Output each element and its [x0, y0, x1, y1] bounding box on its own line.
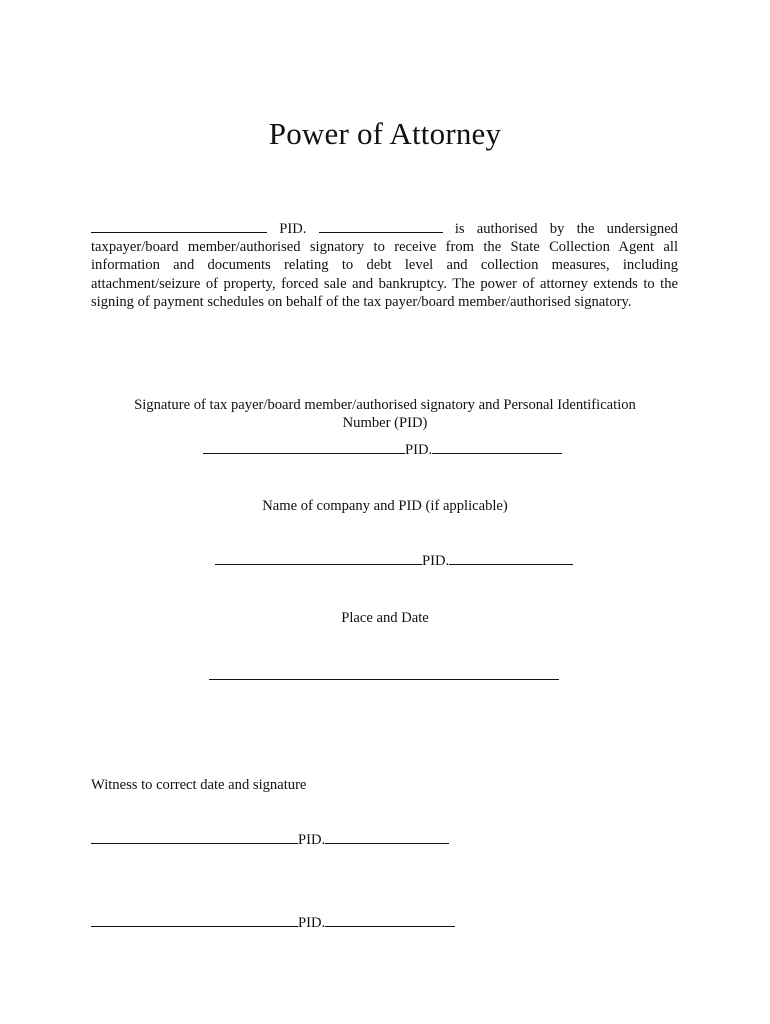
intro-pid-label: PID. — [279, 221, 307, 237]
company-label: Name of company and PID (if applicable) — [262, 498, 508, 514]
taxpayer-signature-label: Signature of tax payer/board member/authorised signatory and Personal Identification Number (PID) — [134, 397, 636, 432]
witness-label: Witness to correct date and signature — [91, 777, 307, 793]
witness-2-pid-blank[interactable] — [325, 914, 455, 927]
taxpayer-pid-label: PID. — [405, 442, 433, 458]
taxpayer-pid-blank[interactable] — [432, 441, 562, 454]
witness-2-pid-label: PID. — [298, 915, 326, 931]
witness-row-2 — [91, 914, 455, 932]
taxpayer-signature-row — [203, 441, 562, 459]
witness-1-pid-label: PID. — [298, 832, 326, 848]
witness-1-pid-blank[interactable] — [325, 831, 449, 844]
company-pid-label: PID. — [422, 553, 450, 569]
witness-1-signature-blank[interactable] — [91, 831, 298, 844]
authorised-person-name-blank[interactable] — [91, 220, 267, 233]
authorised-person-pid-blank[interactable] — [319, 220, 443, 233]
document-title: Power of Attorney — [268, 116, 502, 151]
taxpayer-signature-blank[interactable] — [203, 441, 405, 454]
witness-row-1 — [91, 831, 449, 849]
witness-2-signature-blank[interactable] — [91, 914, 298, 927]
place-date-line[interactable] — [209, 679, 559, 680]
company-row — [215, 552, 573, 570]
place-date-label: Place and Date — [341, 610, 429, 626]
authorisation-text: is authorised by the undersigned taxpayer/board member/authorised signatory to receive from the State Collection Agent all information and documents relating to debt level and collection measures, including attachment/seizure of property, forced sale and bankruptcy. The power of attorney extends to the signing of payment schedules on behalf of the tax payer/board member/authorised signatory. — [91, 221, 678, 310]
company-pid-blank[interactable] — [449, 552, 573, 565]
company-name-blank[interactable] — [215, 552, 422, 565]
authorisation-paragraph — [91, 220, 678, 311]
